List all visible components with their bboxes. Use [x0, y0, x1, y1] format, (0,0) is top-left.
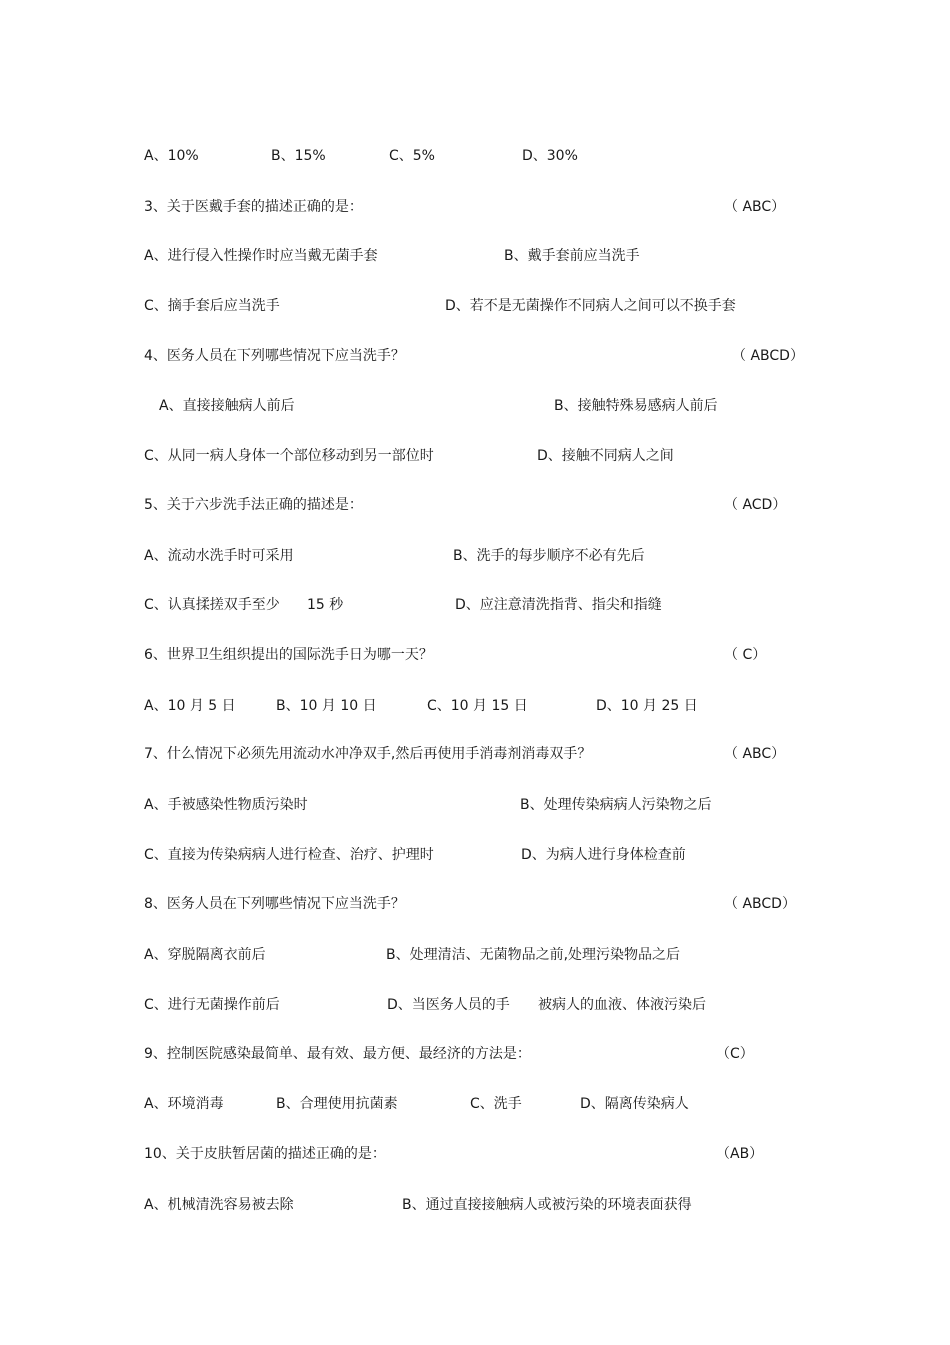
q4-option-a: A、直接接触病人前后 [159, 398, 295, 414]
q7-answer: （ ABC） [724, 746, 786, 762]
q6-option-a: A、10 月 5 日 [144, 698, 236, 714]
q10-stem-row [0, 1143, 950, 1165]
q5-option-a: A、流动水洗手时可采用 [144, 548, 294, 564]
q10-option-b: B、通过直接接触病人或被污染的环境表面获得 [402, 1197, 692, 1213]
q9-option-d: D、隔离传染病人 [580, 1096, 689, 1112]
q3-options-row-2 [0, 295, 950, 317]
q10-options-row [0, 1194, 950, 1216]
q7-option-b: B、处理传染病病人污染物之后 [520, 797, 712, 813]
q8-option-d-part2: 被病人的血液、体液污染后 [538, 997, 706, 1013]
q9-option-b: B、合理使用抗菌素 [276, 1096, 398, 1112]
q3-option-d: D、若不是无菌操作不同病人之间可以不换手套 [445, 298, 736, 314]
q5-stem-row [0, 494, 950, 516]
q2-option-d: D、30% [522, 148, 578, 164]
q7-option-d: D、为病人进行身体检查前 [521, 847, 686, 863]
q5-option-b: B、洗手的每步顺序不必有先后 [453, 548, 645, 564]
q8-option-b: B、处理清洁、无菌物品之前,处理污染物品之后 [386, 947, 681, 963]
q6-option-d: D、10 月 25 日 [596, 698, 698, 714]
q8-stem: 8、医务人员在下列哪些情况下应当洗手？ [144, 896, 405, 912]
q6-stem: 6、世界卫生组织提出的国际洗手日为哪一天？ [144, 647, 433, 663]
q6-answer: （ C） [724, 647, 767, 663]
q2-options-row [0, 145, 950, 167]
q5-option-d: D、应注意清洗指背、指尖和指缝 [455, 597, 662, 613]
q5-option-c-part2: 15 秒 [307, 597, 344, 613]
q9-option-a: A、环境消毒 [144, 1096, 224, 1112]
q4-stem-row [0, 345, 950, 367]
q6-option-c: C、10 月 15 日 [427, 698, 528, 714]
q8-stem-row [0, 893, 950, 915]
q7-option-c: C、直接为传染病病人进行检查、治疗、护理时 [144, 847, 434, 863]
q5-options-row-2 [0, 594, 950, 616]
q4-options-row-1 [0, 395, 950, 417]
q2-option-a: A、10% [144, 148, 199, 164]
q4-option-b: B、接触特殊易感病人前后 [554, 398, 718, 414]
q8-options-row-2 [0, 994, 950, 1016]
q10-option-a: A、机械清洗容易被去除 [144, 1197, 294, 1213]
q3-options-row-1 [0, 245, 950, 267]
q10-answer: （AB） [716, 1146, 764, 1162]
q7-option-a: A、手被感染性物质污染时 [144, 797, 308, 813]
q5-answer: （ ACD） [724, 497, 787, 513]
q4-answer: （ ABCD） [732, 348, 804, 364]
q7-options-row-2 [0, 844, 950, 866]
q5-options-row-1 [0, 545, 950, 567]
q5-stem: 5、关于六步洗手法正确的描述是： [144, 497, 363, 513]
q8-options-row-1 [0, 944, 950, 966]
q4-option-c: C、从同一病人身体一个部位移动到另一部位时 [144, 448, 434, 464]
q3-stem-row [0, 196, 950, 218]
q4-options-row-2 [0, 445, 950, 467]
q2-option-c: C、5% [389, 148, 435, 164]
q3-option-a: A、进行侵入性操作时应当戴无菌手套 [144, 248, 378, 264]
q10-stem: 10、关于皮肤暂居菌的描述正确的是： [144, 1146, 386, 1162]
q4-stem: 4、医务人员在下列哪些情况下应当洗手？ [144, 348, 405, 364]
q9-options-row [0, 1093, 950, 1115]
q8-option-d-part1: D、当医务人员的手 [387, 997, 510, 1013]
q6-stem-row [0, 644, 950, 666]
q7-stem: 7、什么情况下必须先用流动水冲净双手,然后再使用手消毒剂消毒双手？ [144, 746, 592, 762]
q6-options-row [0, 695, 950, 717]
q7-options-row-1 [0, 794, 950, 816]
q8-answer: （ ABCD） [724, 896, 796, 912]
q2-option-b: B、15% [271, 148, 326, 164]
q9-answer: （C） [716, 1046, 754, 1062]
q8-option-a: A、穿脱隔离衣前后 [144, 947, 266, 963]
q5-option-c-part1: C、认真揉搓双手至少 [144, 597, 280, 613]
q6-option-b: B、10 月 10 日 [276, 698, 377, 714]
q3-option-c: C、摘手套后应当洗手 [144, 298, 280, 314]
q9-option-c: C、洗手 [470, 1096, 522, 1112]
q3-stem: 3、关于医戴手套的描述正确的是： [144, 199, 363, 215]
q9-stem: 9、控制医院感染最简单、最有效、最方便、最经济的方法是： [144, 1046, 531, 1062]
q3-answer: （ ABC） [724, 199, 786, 215]
q8-option-c: C、进行无菌操作前后 [144, 997, 280, 1013]
q7-stem-row [0, 743, 950, 765]
q4-option-d: D、接触不同病人之间 [537, 448, 674, 464]
q3-option-b: B、戴手套前应当洗手 [504, 248, 640, 264]
q9-stem-row [0, 1043, 950, 1065]
